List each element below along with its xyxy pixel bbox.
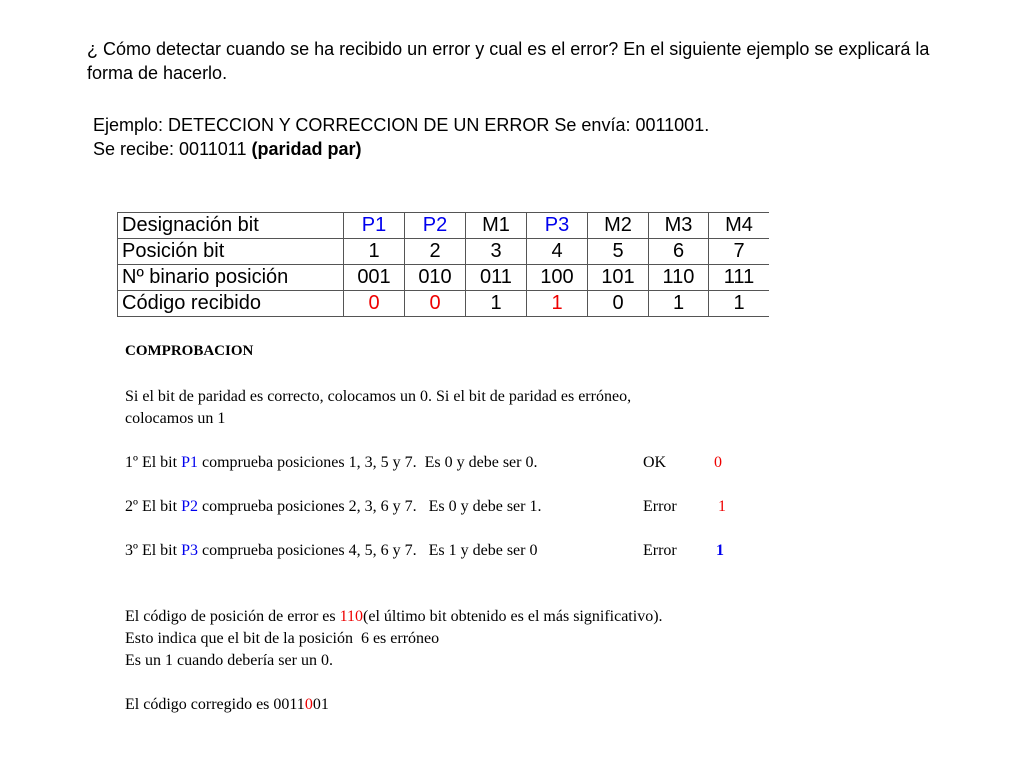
check-p1-result: 0	[714, 454, 722, 471]
table-cell: M3	[649, 213, 709, 239]
table-row-designation	[118, 213, 770, 239]
table-cell: 111	[709, 265, 770, 291]
table-cell: 1	[466, 291, 527, 317]
check-p3-status: Error	[643, 542, 677, 559]
error-position-code: 110	[339, 608, 364, 625]
table-row-binary	[118, 265, 770, 291]
table-cell: 010	[405, 265, 466, 291]
table-cell: P3	[527, 213, 588, 239]
table-cell: 110	[649, 265, 709, 291]
table-cell: M4	[709, 213, 770, 239]
check-p2	[125, 496, 541, 518]
check-text: comprueba posiciones 4, 5, 6 y 7. Es 1 y debe ser 0	[197, 542, 538, 559]
table-cell: 0	[588, 291, 649, 317]
row-label: Posición bit	[118, 239, 344, 265]
table-cell: 0	[405, 291, 466, 317]
table-cell: 1	[527, 291, 588, 317]
table-cell: 3	[466, 239, 527, 265]
check-p2-result: 1	[718, 498, 726, 515]
bit-name: P2	[181, 498, 198, 515]
row-label: Nº binario posición	[118, 265, 344, 291]
table-cell: 1	[649, 291, 709, 317]
received-code-text: Se recibe: 0011011	[93, 139, 252, 159]
table-cell: M1	[466, 213, 527, 239]
parity-type: (paridad par)	[251, 139, 362, 159]
table-cell: 0	[344, 291, 405, 317]
row-label: Código recibido	[118, 291, 344, 317]
section-title: COMPROBACION	[125, 343, 254, 359]
corrected-prefix: El código corregido es 0011	[125, 696, 305, 713]
table-cell: 2	[405, 239, 466, 265]
intro-paragraph: ¿ Cómo detectar cuando se ha recibido un error y cual es el error? En el siguiente ejemplo se explicará la forma de hacerlo.	[87, 39, 930, 83]
rule-line-1: Si el bit de paridad es correcto, colocamos un 0. Si el bit de paridad es erróneo,	[125, 388, 632, 405]
table-row-position	[118, 239, 770, 265]
table-cell: 5	[588, 239, 649, 265]
conclusion-suffix: (el último bit obtenido es el más significativo).	[363, 608, 663, 625]
check-p3	[125, 540, 537, 562]
example-line-1: Ejemplo: DETECCION Y CORRECCION DE UN ERROR Se envía: 0011001.	[93, 115, 710, 135]
table-cell: 6	[649, 239, 709, 265]
bit-name: P1	[181, 454, 198, 471]
corrected-bit: 0	[304, 696, 313, 713]
check-p2-status: Error	[643, 498, 677, 515]
hamming-table	[117, 212, 769, 317]
check-prefix: 3º El bit	[125, 542, 182, 559]
conclusion-prefix: El código de posición de error es	[125, 608, 340, 625]
check-prefix: 2º El bit	[125, 498, 182, 515]
check-text: comprueba posiciones 1, 3, 5 y 7. Es 0 y debe ser 0.	[197, 454, 538, 471]
table-cell: 101	[588, 265, 649, 291]
should-be-line: Es un 1 cuando debería ser un 0.	[125, 652, 333, 669]
table-cell: 7	[709, 239, 770, 265]
row-label: Designación bit	[118, 213, 344, 239]
table-cell: 001	[344, 265, 405, 291]
table-cell: M2	[588, 213, 649, 239]
table-cell: 4	[527, 239, 588, 265]
check-p1-status: OK	[643, 454, 667, 471]
rule-line-2: colocamos un 1	[125, 410, 226, 427]
table-cell: 1	[344, 239, 405, 265]
check-prefix: 1º El bit	[125, 454, 182, 471]
conclusion-line	[125, 606, 663, 628]
check-p1	[125, 452, 537, 474]
check-text: comprueba posiciones 2, 3, 6 y 7. Es 0 y debe ser 1.	[197, 498, 542, 515]
table-cell: P1	[344, 213, 405, 239]
corrected-code-line	[125, 694, 329, 716]
indicates-line: Esto indica que el bit de la posición 6 es erróneo	[125, 630, 440, 647]
table-row-received	[118, 291, 770, 317]
check-p3-result: 1	[716, 542, 724, 559]
example-line-2	[93, 137, 709, 161]
example-statement	[93, 113, 709, 161]
table-cell: 1	[709, 291, 770, 317]
table-cell: 011	[466, 265, 527, 291]
table-cell: P2	[405, 213, 466, 239]
table-cell: 100	[527, 265, 588, 291]
bit-name: P3	[181, 542, 198, 559]
corrected-suffix: 01	[312, 696, 329, 713]
